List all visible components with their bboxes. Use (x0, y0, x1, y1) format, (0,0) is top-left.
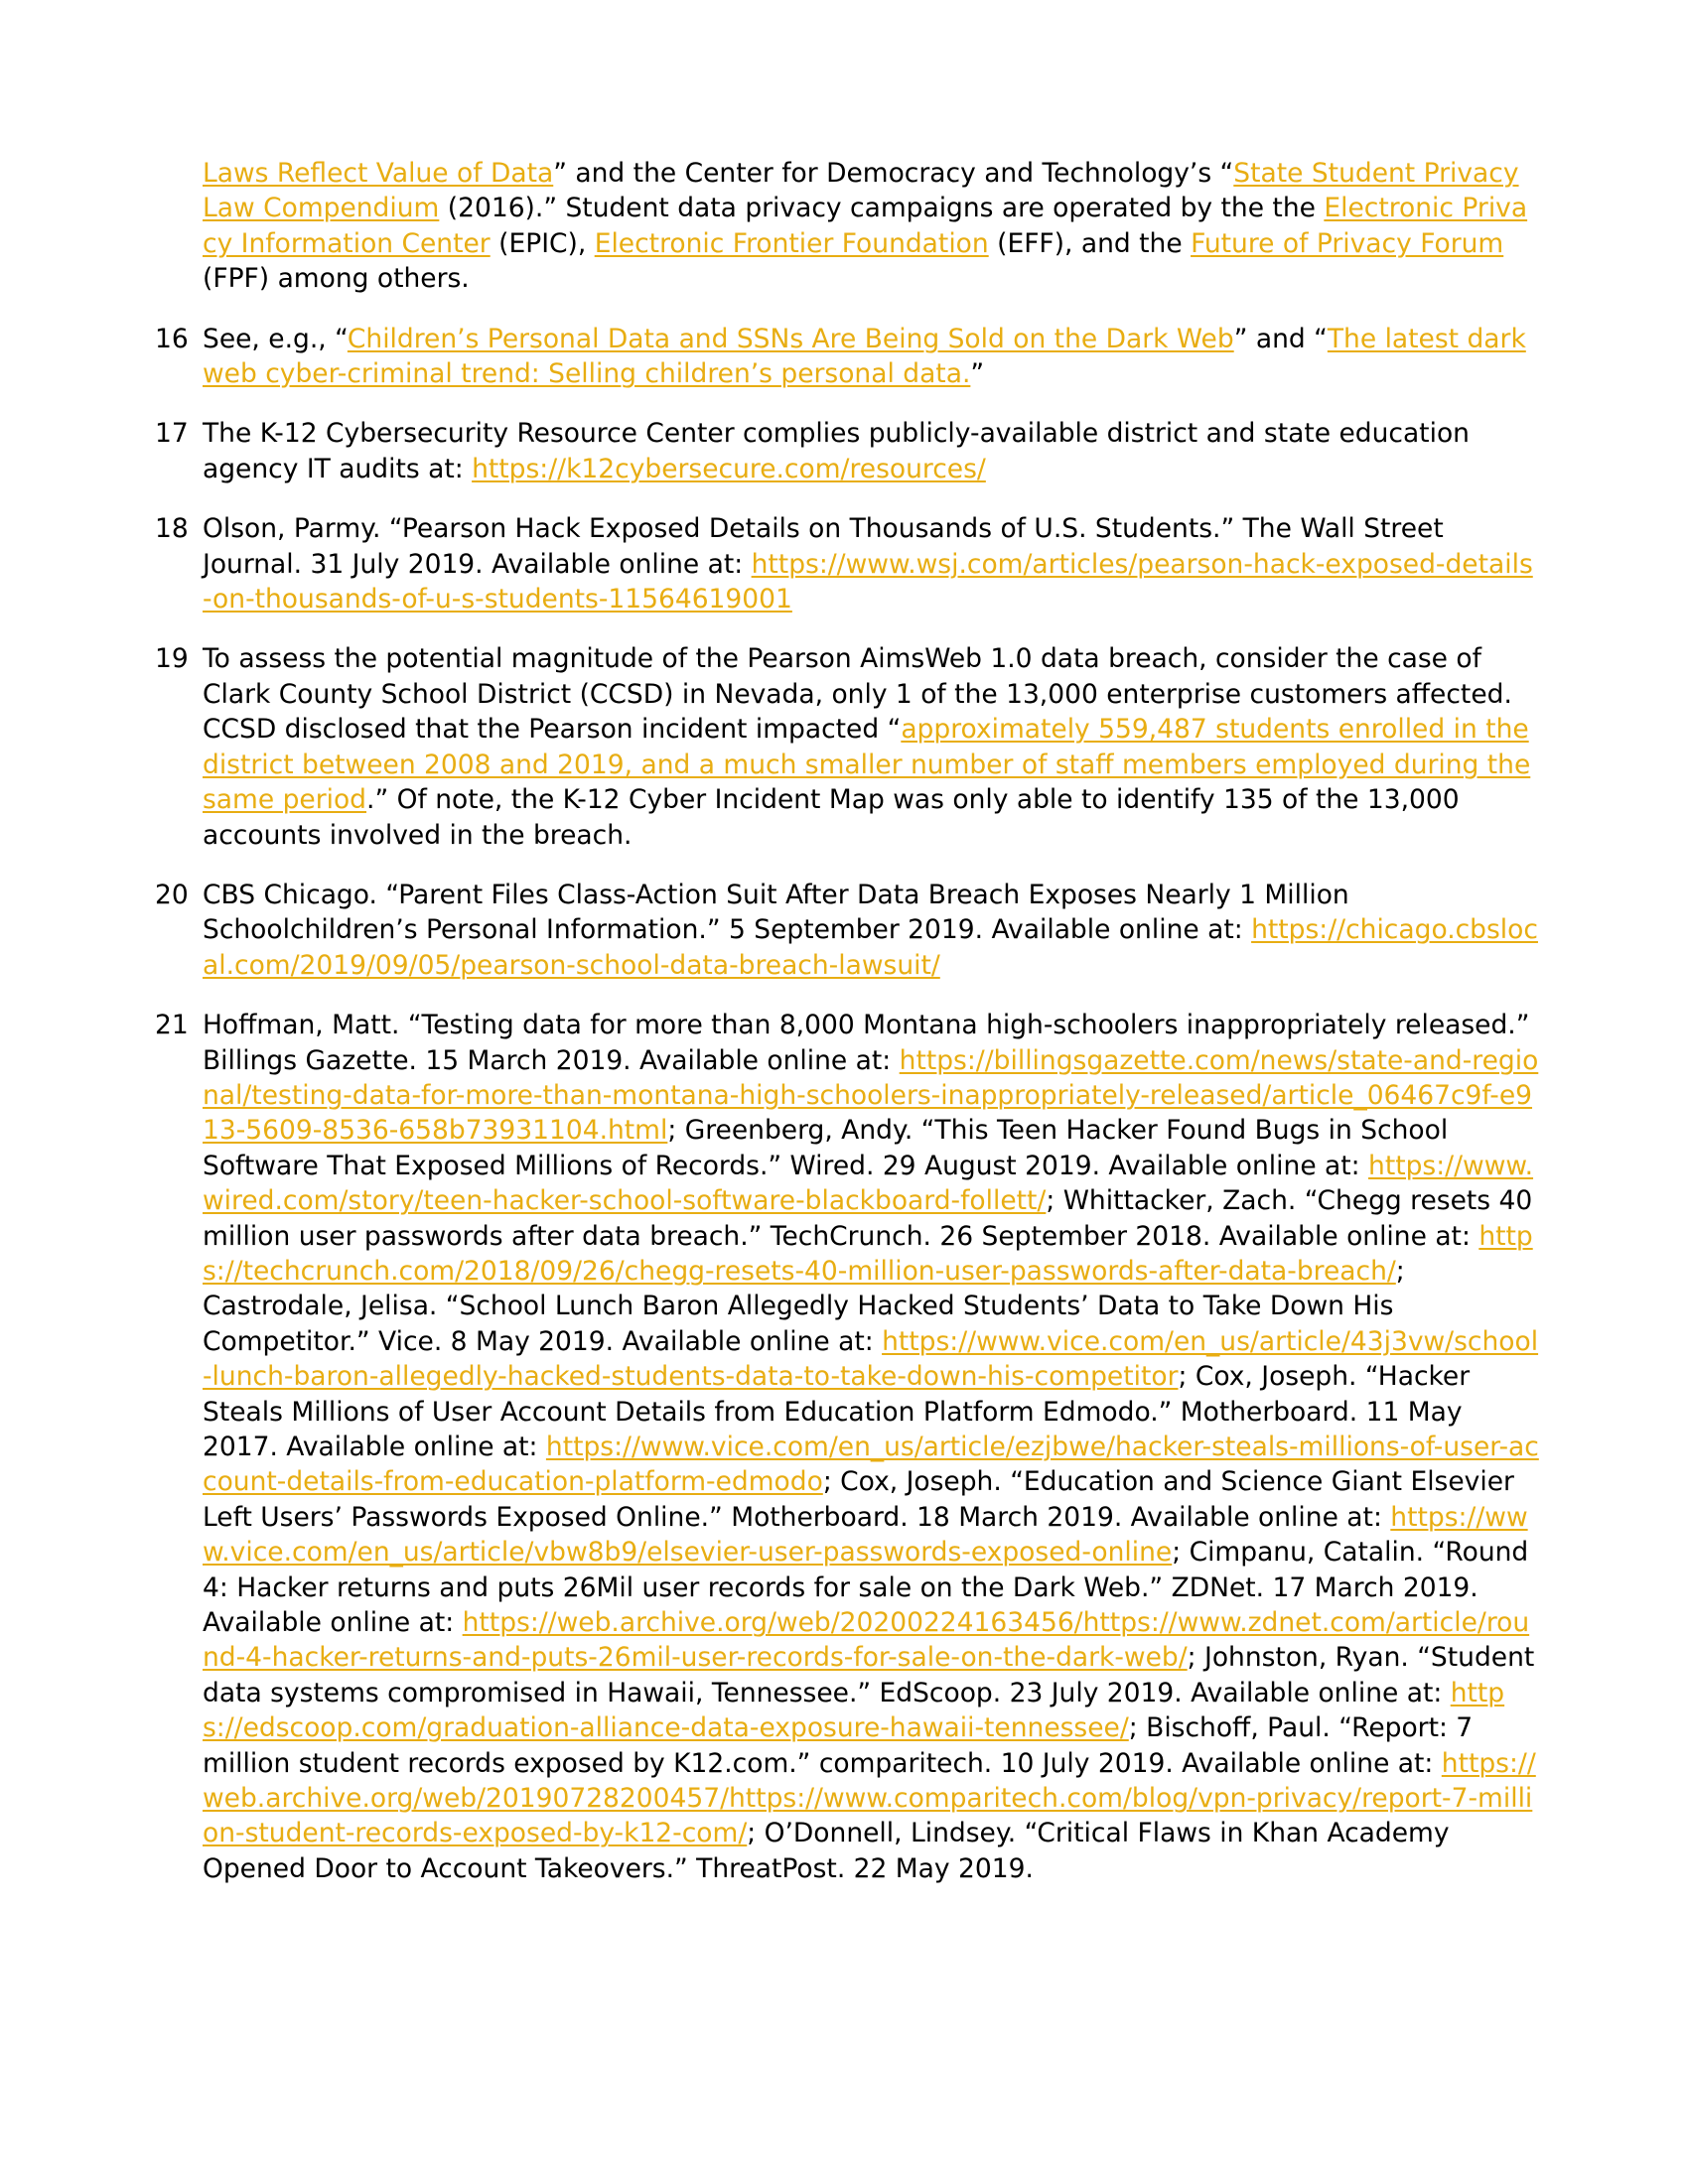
citation-link[interactable]: Future of Privacy Forum (1191, 227, 1504, 259)
endnote-text-run: ; Cox, Joseph. “Education and Science Giant Elsevier Left Users’ Passwords Exposed Online.” Motherboard. 18 March 2019. Available online at: (203, 1466, 1514, 1533)
citation-link[interactable]: https://techcrunch.com/2018/09/26/chegg-resets-40-million-user-passwords-after-data-breach/ (203, 1220, 1533, 1287)
endnote-text-run: ; Cox, Joseph. “Hacker Steals Millions of User Account Details from Education Platform Edmodo.” Motherboard. 11 May 2017. Available online at: (203, 1361, 1471, 1462)
endnote-text-run: ” (970, 358, 985, 390)
citation-link[interactable]: https://www.wsj.com/articles/pearson-hack-exposed-details-on-thousands-of-u-s-students-11564619001 (203, 548, 1533, 615)
endnote-text-run: ” and “ (1233, 323, 1328, 354)
endnote-text (203, 156, 1541, 297)
endnote-text-run: ” and the Center for Democracy and Technology’s “ (553, 158, 1234, 189)
endnote-text-run: ; Johnston, Ryan. “Student data systems compromised in Hawaii, Tennessee.” EdScoop. 23 July 2019. Available online at: (203, 1642, 1535, 1708)
endnotes-list (155, 156, 1541, 1911)
citation-link[interactable]: https://www.vice.com/en_us/article/ezjbwe/hacker-steals-millions-of-user-account-details-from-education-platform-edmodo (203, 1432, 1539, 1498)
endnote-text-run: (EFF), and the (988, 227, 1192, 259)
endnote-text-run: (EPIC), (490, 227, 595, 259)
citation-link[interactable]: approximately 559,487 students enrolled in the district between 2008 and 2019, and a much smaller number of staff members employed during the same period (203, 714, 1531, 816)
endnote-text-run: ; Greenberg, Andy. “This Teen Hacker Found Bugs in School Software That Exposed Millions of Records.” Wired. 29 August 2019. Available online at: (203, 1115, 1449, 1181)
endnote-text-run: CBS Chicago. “Parent Files Class-Action Suit After Data Breach Exposes Nearly 1 Million Schoolchildren’s Personal Information.” 5 September 2019. Available online at: (203, 879, 1349, 946)
citation-link[interactable]: https://chicago.cbslocal.com/2019/09/05/pearson-school-data-breach-lawsuit/ (203, 914, 1538, 981)
citation-link[interactable]: The latest dark web cyber-criminal trend: Selling children’s personal data. (203, 323, 1526, 390)
citation-link[interactable]: Electronic Frontier Foundation (594, 227, 989, 259)
endnote-text-run: ; Bischoff, Paul. “Report: 7 million student records exposed by K12.com.” comparitech. 10 July 2019. Available online at: (203, 1712, 1474, 1779)
citation-link[interactable]: Children’s Personal Data and SSNs Are Being Sold on the Dark Web (347, 323, 1234, 354)
endnote-number: 16 (155, 323, 189, 354)
endnote-19 (155, 641, 1541, 852)
citation-link[interactable]: https://www.vice.com/en_us/article/43j3vw/school-lunch-baron-allegedly-hacked-students-data-to-take-down-his-competitor (203, 1325, 1539, 1393)
endnote-number: 20 (155, 879, 189, 910)
endnote-text-run: ; Castrodale, Jelisa. “School Lunch Baron Allegedly Hacked Students’ Data to Take Down His Competitor.” Vice. 8 May 2019. Available online at: (203, 1255, 1405, 1357)
endnote-text-run: ; Cimpanu, Catalin. “Round 4: Hacker returns and puts 26Mil user records for sale on the Dark Web.” ZDNet. 17 March 2019. Available online at: (203, 1537, 1529, 1639)
endnote-text-run: Hoffman, Matt. “Testing data for more than 8,000 Montana high-schoolers inappropriately released.” Billings Gazette. 15 March 2019. Available online at: (203, 1010, 1530, 1076)
citation-link[interactable]: https://www.vice.com/en_us/article/vbw8b9/elsevier-user-passwords-exposed-online (203, 1501, 1528, 1569)
endnote-number: 18 (155, 513, 189, 545)
citation-link[interactable]: State Student Privacy Law Compendium (203, 158, 1519, 224)
endnote-text (203, 416, 1541, 486)
citation-link[interactable]: Laws Reflect Value of Data (203, 158, 554, 189)
endnote-number: 19 (155, 643, 189, 675)
endnote-number: 21 (155, 1010, 189, 1041)
endnote-text-run: (2016).” Student data privacy campaigns are operated by the the (439, 193, 1325, 224)
citation-link[interactable]: https://billingsgazette.com/news/state-and-regional/testing-data-for-more-than-montana-high-schoolers-inappropriately-released/article_06467c9f-e913-5609-8536-658b73931104.html (203, 1044, 1539, 1147)
endnote-18 (155, 511, 1541, 616)
endnote-text (203, 878, 1541, 983)
endnote-text-run: See, e.g., “ (203, 323, 348, 354)
endnote-text-run: .” Of note, the K-12 Cyber Incident Map was only able to identify 135 of the 13,000 accounts involved in the breach. (203, 784, 1460, 851)
endnote-text-run: ; O’Donnell, Lindsey. “Critical Flaws in Khan Academy Opened Door to Account Takeovers.” ThreatPost. 22 May 2019. (203, 1818, 1450, 1884)
endnote-text-run: Olson, Parmy. “Pearson Hack Exposed Details on Thousands of U.S. Students.” The Wall Street Journal. 31 July 2019. Available online at: (203, 513, 1444, 580)
endnote-text-run: To assess the potential magnitude of the Pearson AimsWeb 1.0 data breach, consider the case of Clark County School District (CCSD) in Nevada, only 1 of the 13,000 enterprise customers affected. CCSD disclosed that the Pearson incident impacted “ (203, 643, 1512, 746)
endnote-number: 17 (155, 418, 189, 450)
endnote-text-run: (FPF) among others. (203, 263, 470, 295)
endnote-text (203, 322, 1541, 392)
endnote-text (203, 641, 1541, 852)
endnote-16 (155, 322, 1541, 392)
endnote-text (203, 1008, 1541, 1886)
citation-link[interactable]: https://web.archive.org/web/20200224163456/https://www.zdnet.com/article/round-4-hacker-returns-and-puts-26mil-user-records-for-sale-on-the-dark-web/ (203, 1607, 1530, 1674)
endnote-20 (155, 878, 1541, 983)
endnote-text (203, 511, 1541, 616)
endnote-text-run: ; Whittacker, Zach. “Chegg resets 40 million user passwords after data breach.” TechCrunch. 26 September 2018. Available online at: (203, 1185, 1533, 1252)
citation-link[interactable]: https://edscoop.com/graduation-alliance-data-exposure-hawaii-tennessee/ (203, 1677, 1505, 1744)
endnote-text-run: The K-12 Cybersecurity Resource Center complies publicly-available district and state education agency IT audits at: (203, 418, 1470, 484)
citation-link[interactable]: Electronic Privacy Information Center (203, 193, 1528, 259)
citation-link[interactable]: https://web.archive.org/web/20190728200457/https://www.comparitech.com/blog/vpn-privacy/report-7-million-student-records-exposed-by-k12-com/ (203, 1747, 1536, 1849)
endnote-continued (155, 156, 1541, 297)
citation-link[interactable]: https://k12cybersecure.com/resources/ (472, 453, 986, 484)
endnote-17 (155, 416, 1541, 486)
citation-link[interactable]: https://www.wired.com/story/teen-hacker-school-software-blackboard-follett/ (203, 1150, 1534, 1217)
endnote-21 (155, 1008, 1541, 1886)
